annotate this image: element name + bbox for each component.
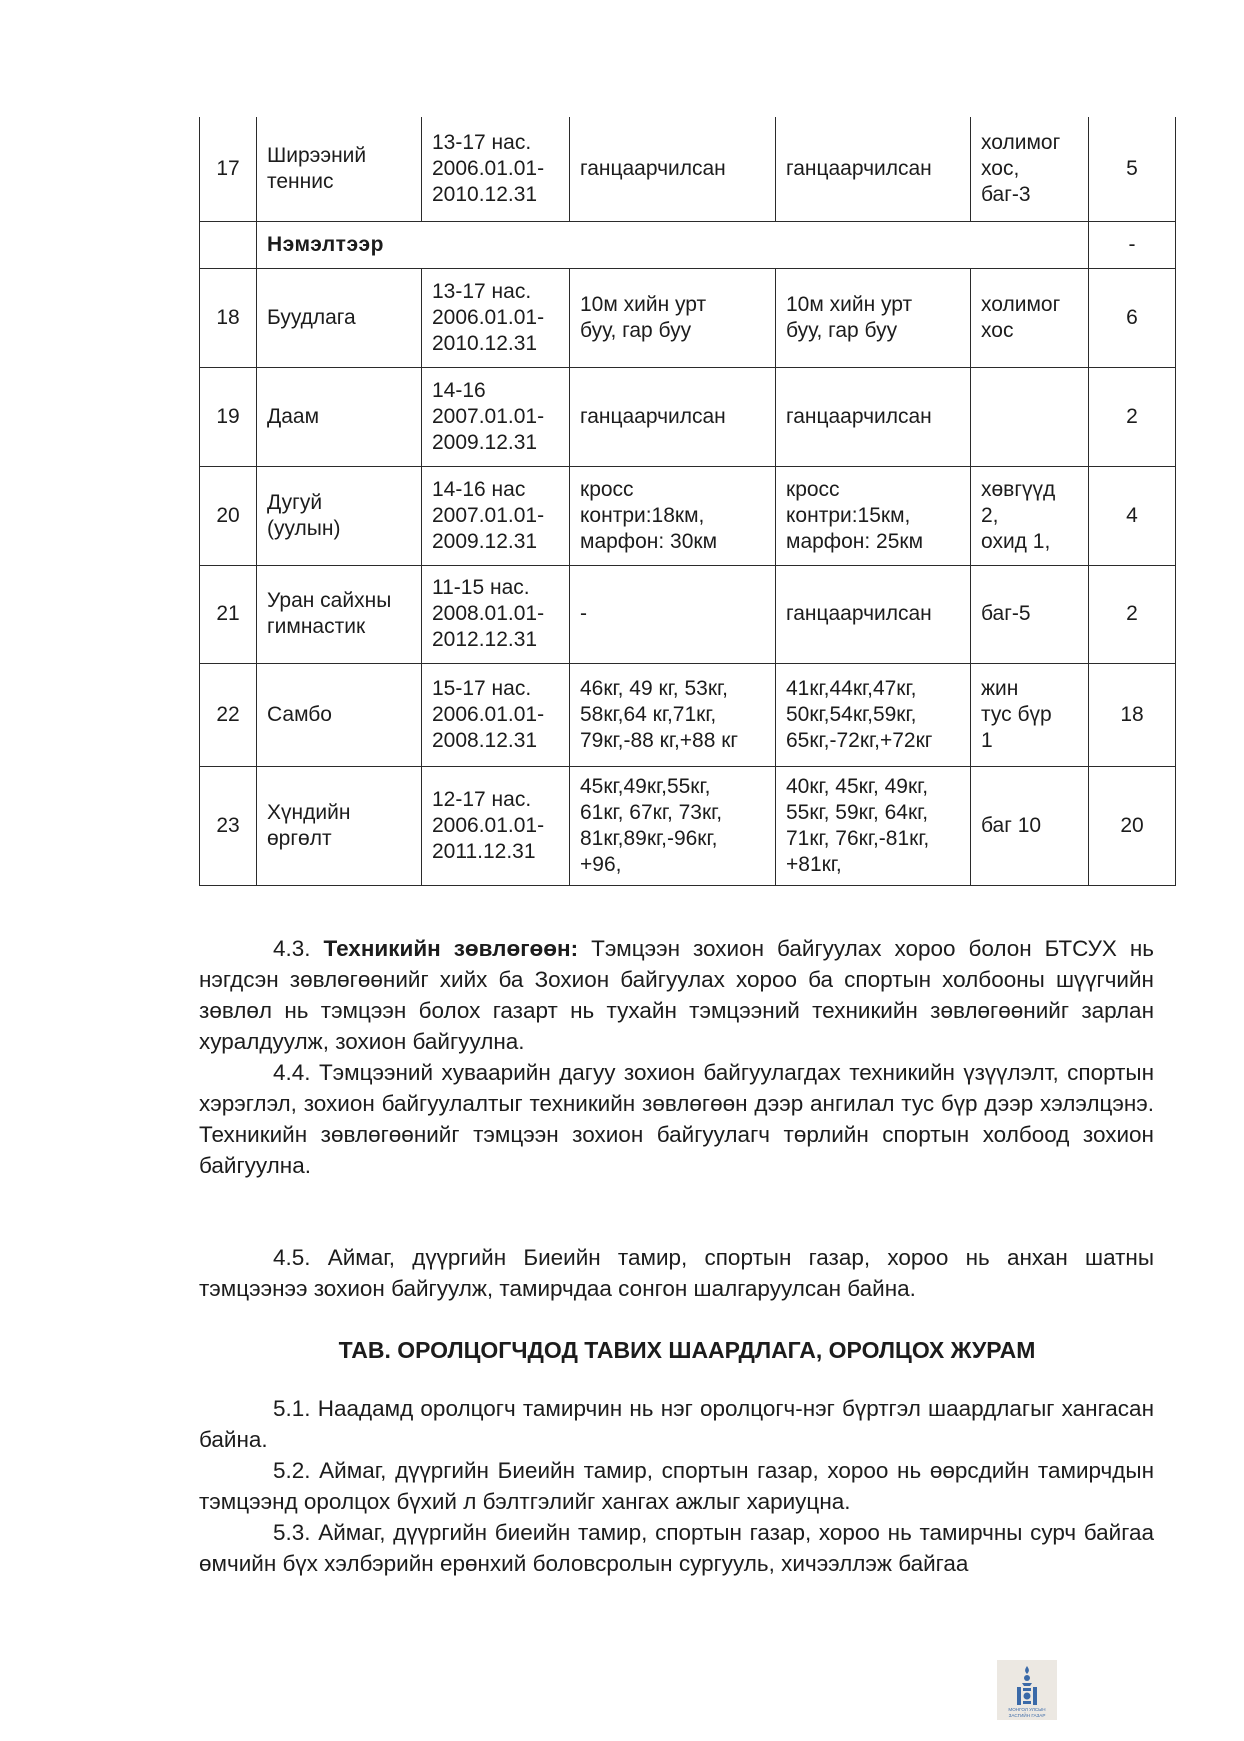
- girls-events-cell: ганцаарчилсан: [776, 565, 971, 663]
- boys-events-cell: -: [570, 565, 776, 663]
- age-range-cell: 11-15 нас. 2008.01.01- 2012.12.31: [422, 565, 570, 663]
- paragraph-4-3: [199, 933, 1154, 1057]
- table-row: [200, 565, 1176, 663]
- sport-name-cell: Хүндийн өргөлт: [257, 766, 422, 885]
- sport-name-cell: Дугуй (уулын): [257, 466, 422, 565]
- girls-events-cell: 41кг,44кг,47кг, 50кг,54кг,59кг, 65кг,-72кг,+72кг: [776, 663, 971, 766]
- medal-count-cell: 2: [1089, 367, 1176, 466]
- section-label-cell: Нэмэлтээр: [257, 221, 1089, 268]
- paragraph-5-3: [199, 1517, 1154, 1579]
- age-range-cell: 12-17 нас. 2006.01.01- 2011.12.31: [422, 766, 570, 885]
- p51-text: 5.1. Наадамд оролцогч тамирчин нь нэг оролцогч-нэг бүртгэл шаардлагыг хангасан байна.: [199, 1396, 1154, 1452]
- team-cell: жин тус бүр 1: [971, 663, 1089, 766]
- row-number-cell: [200, 221, 257, 268]
- boys-events-cell: 45кг,49кг,55кг, 61кг, 67кг, 73кг, 81кг,89кг,-96кг, +96,: [570, 766, 776, 885]
- boys-events-cell: 10м хийн урт буу, гар буу: [570, 268, 776, 367]
- team-cell: холимог хос: [971, 268, 1089, 367]
- sport-name-cell: Уран сайхны гимнастик: [257, 565, 422, 663]
- row-number-cell: 19: [200, 367, 257, 466]
- table-row: [200, 663, 1176, 766]
- sport-name-cell: Буудлага: [257, 268, 422, 367]
- paragraph-4-5: [199, 1242, 1154, 1304]
- sport-name-cell: Ширээний теннис: [257, 117, 422, 221]
- age-range-cell: 13-17 нас. 2006.01.01- 2010.12.31: [422, 268, 570, 367]
- girls-events-cell: ганцаарчилсан: [776, 367, 971, 466]
- government-emblem: [997, 1660, 1057, 1720]
- p44-text: 4.4. Тэмцээний хуваарийн дагуу зохион байгуулагдах техникийн үзүүлэлт, спортын хэрэглэл, зохион байгуулалтыг техникийн зөвлөгөөн дээр ангилал тус бүр дээр хэлэлцэнэ. Техникийн зөвлөгөөнийг тэмцээн зохион байгуулагч төрлийн спортын холбоод зохион байгуулна.: [199, 1060, 1154, 1178]
- medal-count-cell: 2: [1089, 565, 1176, 663]
- table-section-row: [200, 221, 1176, 268]
- table-row: [200, 367, 1176, 466]
- table-row: [200, 466, 1176, 565]
- p43-number: 4.3.: [273, 936, 311, 961]
- sports-table: [199, 117, 1176, 886]
- medal-count-cell: 5: [1089, 117, 1176, 221]
- paragraph-5-1: [199, 1393, 1154, 1455]
- team-cell: баг-5: [971, 565, 1089, 663]
- emblem-caption-2: ЗАСГИЙН ГАЗАР: [1008, 1713, 1046, 1718]
- medal-count-cell: 18: [1089, 663, 1176, 766]
- paragraph-5-2: [199, 1455, 1154, 1517]
- row-number-cell: 22: [200, 663, 257, 766]
- medal-count-cell: -: [1089, 221, 1176, 268]
- row-number-cell: 20: [200, 466, 257, 565]
- sport-name-cell: Самбо: [257, 663, 422, 766]
- p52-text: 5.2. Аймаг, дүүргийн Биеийн тамир, спортын газар, хороо нь өөрсдийн тамирчдын тэмцээнд оролцох бүхий л бэлтгэлийг хангах ажлыг хариуцна.: [199, 1458, 1154, 1514]
- table-row: [200, 117, 1176, 221]
- table-row: [200, 268, 1176, 367]
- medal-count-cell: 6: [1089, 268, 1176, 367]
- girls-events-cell: ганцаарчилсан: [776, 117, 971, 221]
- girls-events-cell: кросс контри:15км, марфон: 25км: [776, 466, 971, 565]
- team-cell: холимог хос, баг-3: [971, 117, 1089, 221]
- p43-title: Техникийн зөвлөгөөн:: [323, 936, 579, 961]
- medal-count-cell: 4: [1089, 466, 1176, 565]
- boys-events-cell: ганцаарчилсан: [570, 367, 776, 466]
- section-heading: ТАВ. ОРОЛЦОГЧДОД ТАВИХ ШААРДЛАГА, ОРОЛЦОХ ЖУРАМ: [338, 1337, 1036, 1363]
- girls-events-cell: 10м хийн урт буу, гар буу: [776, 268, 971, 367]
- paragraph-4-4: [199, 1057, 1154, 1181]
- row-number-cell: 17: [200, 117, 257, 221]
- table-row: [200, 766, 1176, 885]
- age-range-cell: 14-16 2007.01.01- 2009.12.31: [422, 367, 570, 466]
- p45-text: 4.5. Аймаг, дүүргийн Биеийн тамир, спортын газар, хороо нь анхан шатны тэмцээнээ зохион байгуулж, тамирчдаа сонгон шалгаруулсан байна.: [199, 1245, 1154, 1301]
- soyombo-emblem-icon: [997, 1660, 1057, 1720]
- row-number-cell: 23: [200, 766, 257, 885]
- boys-events-cell: ганцаарчилсан: [570, 117, 776, 221]
- girls-events-cell: 40кг, 45кг, 49кг, 55кг, 59кг, 64кг, 71кг, 76кг,-81кг, +81кг,: [776, 766, 971, 885]
- team-cell: [971, 367, 1089, 466]
- age-range-cell: 14-16 нас 2007.01.01- 2009.12.31: [422, 466, 570, 565]
- emblem-caption-1: МОНГОЛ УЛСЫН: [1008, 1707, 1046, 1712]
- row-number-cell: 21: [200, 565, 257, 663]
- team-cell: хөвгүүд 2, охид 1,: [971, 466, 1089, 565]
- boys-events-cell: кросс контри:18км, марфон: 30км: [570, 466, 776, 565]
- sport-name-cell: Даам: [257, 367, 422, 466]
- medal-count-cell: 20: [1089, 766, 1176, 885]
- p43-text: Тэмцээн зохион байгуулах хороо болон БТСУХ нь нэгдсэн зөвлөгөөнийг хийх ба Зохион байгуулах хороо ба спортын холбооны шүүгчийн зөвлөл нь тэмцээн болох газарт нь тухайн тэмцээний техникийн зөвлөгөөнийг зарлан хуралдуулж, зохион байгуулна.: [199, 936, 1154, 1054]
- age-range-cell: 13-17 нас. 2006.01.01- 2010.12.31: [422, 117, 570, 221]
- p53-text: 5.3. Аймаг, дүүргийн биеийн тамир, спортын газар, хороо нь тамирчны сурч байгаа өмчийн бүх хэлбэрийн ерөнхий боловсролын сургууль, хичээллэж байгаа: [199, 1520, 1154, 1576]
- boys-events-cell: 46кг, 49 кг, 53кг, 58кг,64 кг,71кг, 79кг,-88 кг,+88 кг: [570, 663, 776, 766]
- team-cell: баг 10: [971, 766, 1089, 885]
- age-range-cell: 15-17 нас. 2006.01.01- 2008.12.31: [422, 663, 570, 766]
- row-number-cell: 18: [200, 268, 257, 367]
